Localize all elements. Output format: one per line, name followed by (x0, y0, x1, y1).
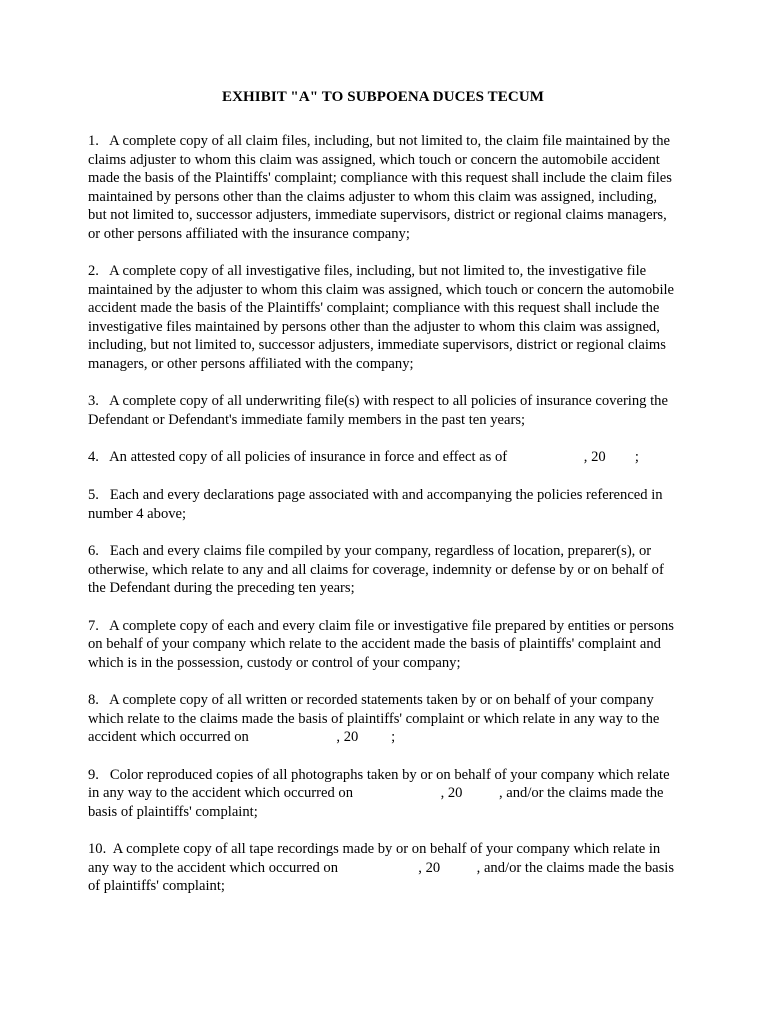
page-title: EXHIBIT "A" TO SUBPOENA DUCES TECUM (221, 89, 545, 105)
paragraph-8: 8. A complete copy of all written or recorded statements taken by or on behalf of your company which relate to the claims made the basis of plaintiffs' complaint or which relate in any way to the accident which occurred on , 20 ; (88, 692, 663, 746)
paragraph-2: 2. A complete copy of all investigative files, including, but not limited to, the investigative file maintained by the adjuster to whom this claim was assigned, which touch or concern the automobile accident made the basis of the Plaintiffs' complaint; compliance with this request shall include the investigative files maintained by persons other than the adjuster to whom this claim was assigned, including, but not limited to, successor adjusters, immediate supervisors, district or regional claims managers, or other persons affiliated with the company; (88, 263, 678, 372)
paragraph-10: 10. A complete copy of all tape recordings made by or on behalf of your company which relate in any way to the accident which occurred on , 20 , and/or the claims made the basis of plaintiffs' complaint; (88, 841, 678, 895)
paragraph-7: 7. A complete copy of each and every claim file or investigative file prepared by entities or persons on behalf of your company which relate to the accident made the basis of plaintiffs' complaint and which is in the possession, custody or control of your company; (88, 617, 678, 671)
paragraph-6: 6. Each and every claims file compiled by your company, regardless of location, preparer(s), or otherwise, which relate to any and all claims for coverage, indemnity or defense by or on behalf of the Defendant during the preceding ten years; (88, 543, 668, 597)
paragraph-4: 4. An attested copy of all policies of insurance in force and effect as of , 20 ; (88, 449, 639, 466)
paragraph-9: 9. Color reproduced copies of all photographs taken by or on behalf of your company which relate in any way to the accident which occurred on , 20 , and/or the claims made the basis of plaintiffs' complaint; (88, 766, 674, 820)
paragraph-3: 3. A complete copy of all underwriting file(s) with respect to all policies of insurance covering the Defendant or Defendant's immediate family members in the past ten years; (88, 393, 672, 428)
paragraph-5: 5. Each and every declarations page associated with and accompanying the policies referenced in number 4 above; (88, 486, 667, 522)
paragraph-1: 1. A complete copy of all claim files, including, but not limited to, the claim file maintained by the claims adjuster to whom this claim was assigned, which touch or concern the automobile accident made the basis of the Plaintiffs' complaint; compliance with this request shall include the claim files maintained by persons other than the claims adjuster to whom this claim was assigned, including, but not limited to, successor adjusters, immediate supervisors, district or regional claims managers, or other persons affiliated with the insurance company; (88, 133, 676, 242)
